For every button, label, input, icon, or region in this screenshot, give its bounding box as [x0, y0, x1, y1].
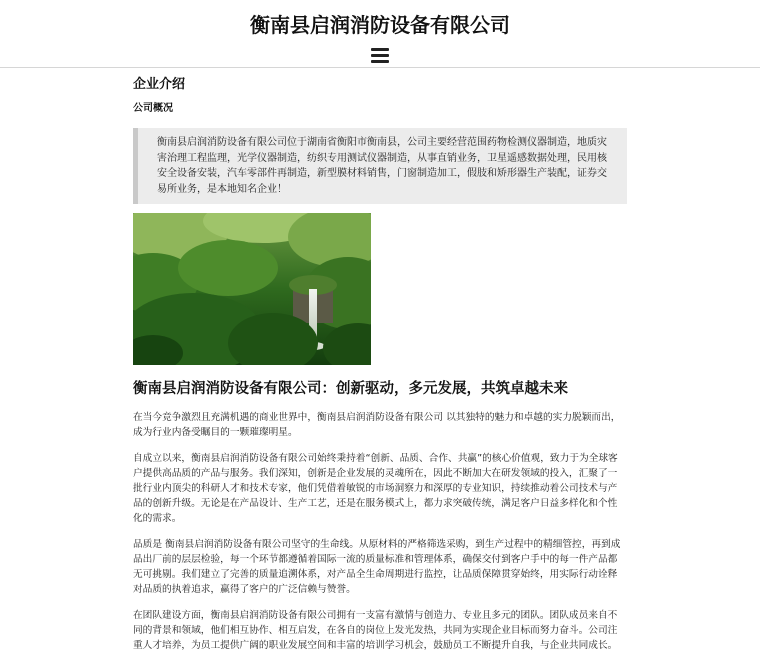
article-paragraph: 在团队建设方面，衡南县启润消防设备有限公司拥有一支富有激情与创造力、专业且多元的团队。团队成员来自不同的背景和领域，他们相互协作、相互启发，在各自的岗位上发光发热，共同为实现企业目标而努力奋斗。公司注重人才培养，为员工提供广阔的职业发展空间和丰富的培训学习机会，鼓励员工不断提升自我，与企业共同成长。 [133, 610, 618, 651]
main-content [133, 67, 627, 653]
forest-waterfall-image [133, 213, 371, 365]
article-paragraph: 品质是 衡南县启润消防设备有限公司坚守的生命线。从原材料的严格筛选采购，到生产过程中的精细管控，再到成品出厂前的层层检验，每一个环节都遵循着国际一流的质量标准和管理体系，确保交付到客户手中的每一件产品都无可挑剔。我们建立了完善的质量追溯体系，对产品全生命周期进行监控，让品质保障贯穿始终，用实际行动诠释对品质的执着追求，赢得了客户的广泛信赖与赞誉。 [133, 539, 621, 595]
site-title[interactable]: 衡南县启润消防设备有限公司 [250, 13, 510, 37]
site-header [0, 0, 760, 68]
article-paragraph: 自成立以来，衡南县启润消防设备有限公司始终秉持着“创新、品质、合作、共赢”的核心价值观，致力于为全球客户提供高品质的产品与服务。我们深知，创新是企业发展的灵魂所在，因此不断加大在研发领域的投入，汇聚了一批行业内顶尖的科研人才和技术专家，他们凭借着敏锐的市场洞察力和深厚的专业知识，持续推动着公司技术与产品的创新升级。无论是在产品设计、生产工艺，还是在服务模式上，都力求突破传统，满足客户日益多样化和个性化的需求。 [133, 453, 618, 524]
section-title: 企业介绍 [133, 77, 186, 92]
article-title: 衡南县启润消防设备有限公司：创新驱动，多元发展，共筑卓越未来 [133, 381, 568, 397]
subsection-title: 公司概况 [133, 103, 173, 114]
hamburger-menu-icon[interactable] [371, 48, 389, 62]
article-paragraph: 在当今竞争激烈且充满机遇的商业世界中，衡南县启润消防设备有限公司 以其独特的魅力和卓越的实力脱颖而出，成为行业内备受瞩目的一颗璀璨明星。 [133, 412, 621, 438]
company-intro-quote: 衡南县启润消防设备有限公司位于湖南省衡阳市衡南县，公司主要经营范围药物检测仪器制造，地质灾害治理工程监理，光学仪器制造，纺织专用测试仪器制造，从事直销业务，卫星遥感数据处理，民用核安全设备安装，汽车零部件再制造，新型膜材料销售，门窗制造加工，假肢和矫形器生产装配，证券交易所业务，是本地知名企业！ [133, 128, 627, 204]
